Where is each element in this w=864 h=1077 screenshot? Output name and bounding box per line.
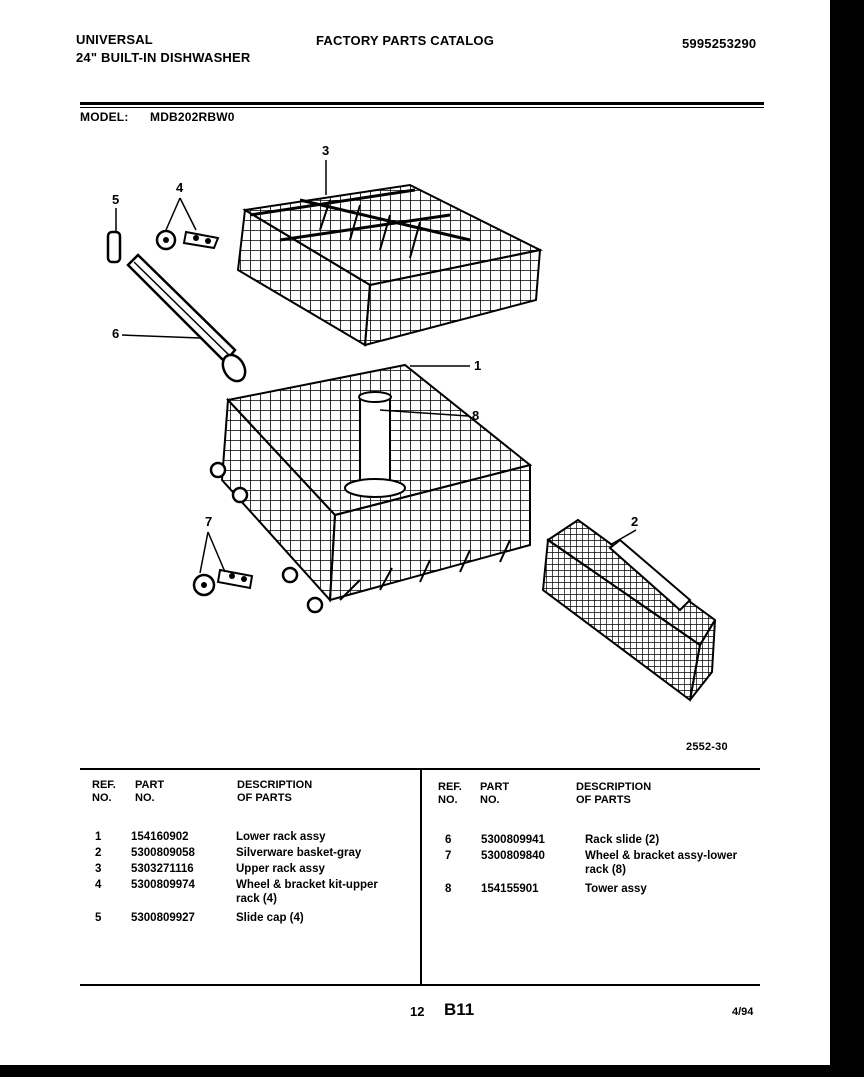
section-code: B11 (444, 1000, 475, 1019)
part-description: Silverware basket-gray (236, 847, 362, 859)
ref-number: 3 (95, 863, 102, 875)
part-description: Wheel & bracket kit-upper rack (4) (236, 879, 378, 905)
part-description: Slide cap (4) (236, 912, 304, 924)
callout-2: 2 (631, 514, 639, 529)
table-bottom-rule (80, 984, 760, 986)
ref-number: 8 (445, 883, 452, 895)
silverware-basket-drawing (543, 520, 715, 700)
part-description: Tower assy (585, 883, 647, 895)
part-description: Upper rack assy (236, 863, 325, 875)
part-number: 154155901 (481, 883, 539, 895)
revision-date: 4/94 (732, 1006, 754, 1018)
part-number: 154160902 (131, 831, 189, 843)
part-number: 5300809058 (131, 847, 195, 859)
callout-1: 1 (474, 358, 482, 373)
callout-3: 3 (322, 143, 330, 158)
callout-4: 4 (176, 180, 184, 195)
header-description-right: DESCRIPTION OF PARTS (576, 781, 652, 806)
part-number: 5300809840 (481, 850, 545, 862)
callout-7: 7 (205, 514, 213, 529)
part-number: 5300809927 (131, 912, 195, 924)
lower-wheel-drawing (194, 570, 252, 595)
rack-slide-drawing (108, 231, 250, 385)
part-number: 5300809974 (131, 879, 195, 891)
header-part-no-right: PART NO. (480, 781, 510, 806)
model-label: MODEL: (80, 110, 129, 124)
part-description: Lower rack assy (236, 831, 326, 843)
lower-rack-drawing (211, 365, 530, 612)
catalog-title: FACTORY PARTS CATALOG (316, 33, 495, 48)
part-description: Rack slide (2) (585, 834, 660, 846)
drawing-number: 2552-30 (686, 741, 728, 753)
upper-rack-drawing (238, 185, 540, 345)
ref-number: 5 (95, 912, 102, 924)
product-name: 24" BUILT-IN DISHWASHER (76, 50, 251, 65)
callout-5: 5 (112, 192, 120, 207)
page-number: 12 (410, 1004, 425, 1019)
model-number: MDB202RBW0 (150, 110, 235, 124)
part-number: 5303271116 (131, 863, 194, 875)
ref-number: 2 (95, 847, 102, 859)
ref-number: 4 (95, 879, 102, 891)
ref-number: 7 (445, 850, 452, 862)
ref-number: 6 (445, 834, 452, 846)
callout-6: 6 (112, 326, 120, 341)
table-divider (420, 770, 422, 984)
header-part-no-left: PART NO. (135, 779, 165, 804)
part-description: Wheel & bracket assy-lower rack (8) (585, 850, 738, 876)
header-ref-no-left: REF. NO. (92, 779, 116, 804)
brand-name: UNIVERSAL (76, 32, 153, 47)
catalog-number: 5995253290 (682, 36, 757, 51)
header-ref-no-right: REF. NO. (438, 781, 462, 806)
part-number: 5300809941 (481, 834, 545, 846)
header-description-left: DESCRIPTION OF PARTS (237, 779, 313, 804)
callout-8: 8 (472, 408, 480, 423)
ref-number: 1 (95, 831, 102, 843)
